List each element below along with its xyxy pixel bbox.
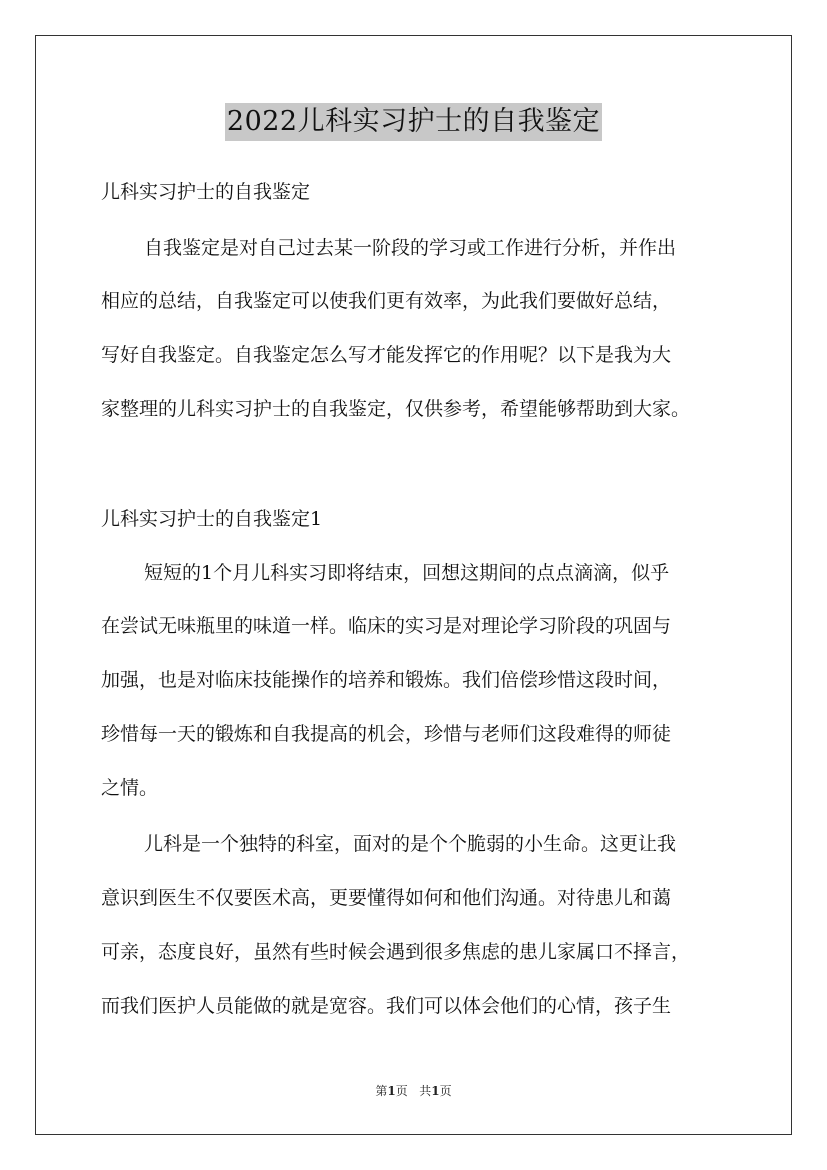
title-container <box>0 103 827 141</box>
para2-line-1: 儿科是一个独特的科室，面对的是个个脆弱的小生命。这更让我 <box>144 833 677 855</box>
para2-line-2: 意识到医生不仅要医术高，更要懂得如何和他们沟通。对待患儿和蔼 <box>101 887 672 909</box>
para1-line-4: 珍惜每一天的锻炼和自我提高的机会，珍惜与老师们这段难得的师徒 <box>101 723 672 745</box>
para2-line-3: 可亲，态度良好，虽然有些时候会遇到很多焦虑的患儿家属口不择言， <box>101 941 691 963</box>
total-prefix: 共 <box>419 1084 432 1098</box>
section-heading: 儿科实习护士的自我鉴定1 <box>101 508 323 530</box>
page-number: 1 <box>387 1084 396 1098</box>
total-pages: 1 <box>431 1084 440 1098</box>
para2-line-4: 而我们医护人员能做的就是宽容。我们可以体会他们的心情，孩子生 <box>101 995 672 1017</box>
para1-line-5: 之情。 <box>101 777 159 799</box>
document-subtitle: 儿科实习护士的自我鉴定 <box>101 181 311 203</box>
intro-line-3: 写好自我鉴定。自我鉴定怎么写才能发挥它的作用呢？以下是我为大 <box>101 344 672 366</box>
page-prefix: 第 <box>375 1084 388 1098</box>
para1-line-2: 在尝试无味瓶里的味道一样。临床的实习是对理论学习阶段的巩固与 <box>101 615 672 637</box>
intro-line-2: 相应的总结，自我鉴定可以使我们更有效率，为此我们要做好总结， <box>101 290 672 312</box>
intro-line-4: 家整理的儿科实习护士的自我鉴定，仅供参考，希望能够帮助到大家。 <box>101 398 691 420</box>
para1-line-3: 加强，也是对临床技能操作的培养和锻炼。我们倍偿珍惜这段时间， <box>101 669 672 691</box>
total-suffix: 页 <box>439 1084 452 1098</box>
page-footer <box>0 1083 827 1099</box>
page-suffix: 页 <box>395 1084 408 1098</box>
para1-line-1: 短短的1个月儿科实习即将结束，回想这期间的点点滴滴，似乎 <box>144 562 670 584</box>
intro-line-1: 自我鉴定是对自己过去某一阶段的学习或工作进行分析，并作出 <box>144 237 677 259</box>
document-title: 2022儿科实习护士的自我鉴定 <box>225 103 602 141</box>
